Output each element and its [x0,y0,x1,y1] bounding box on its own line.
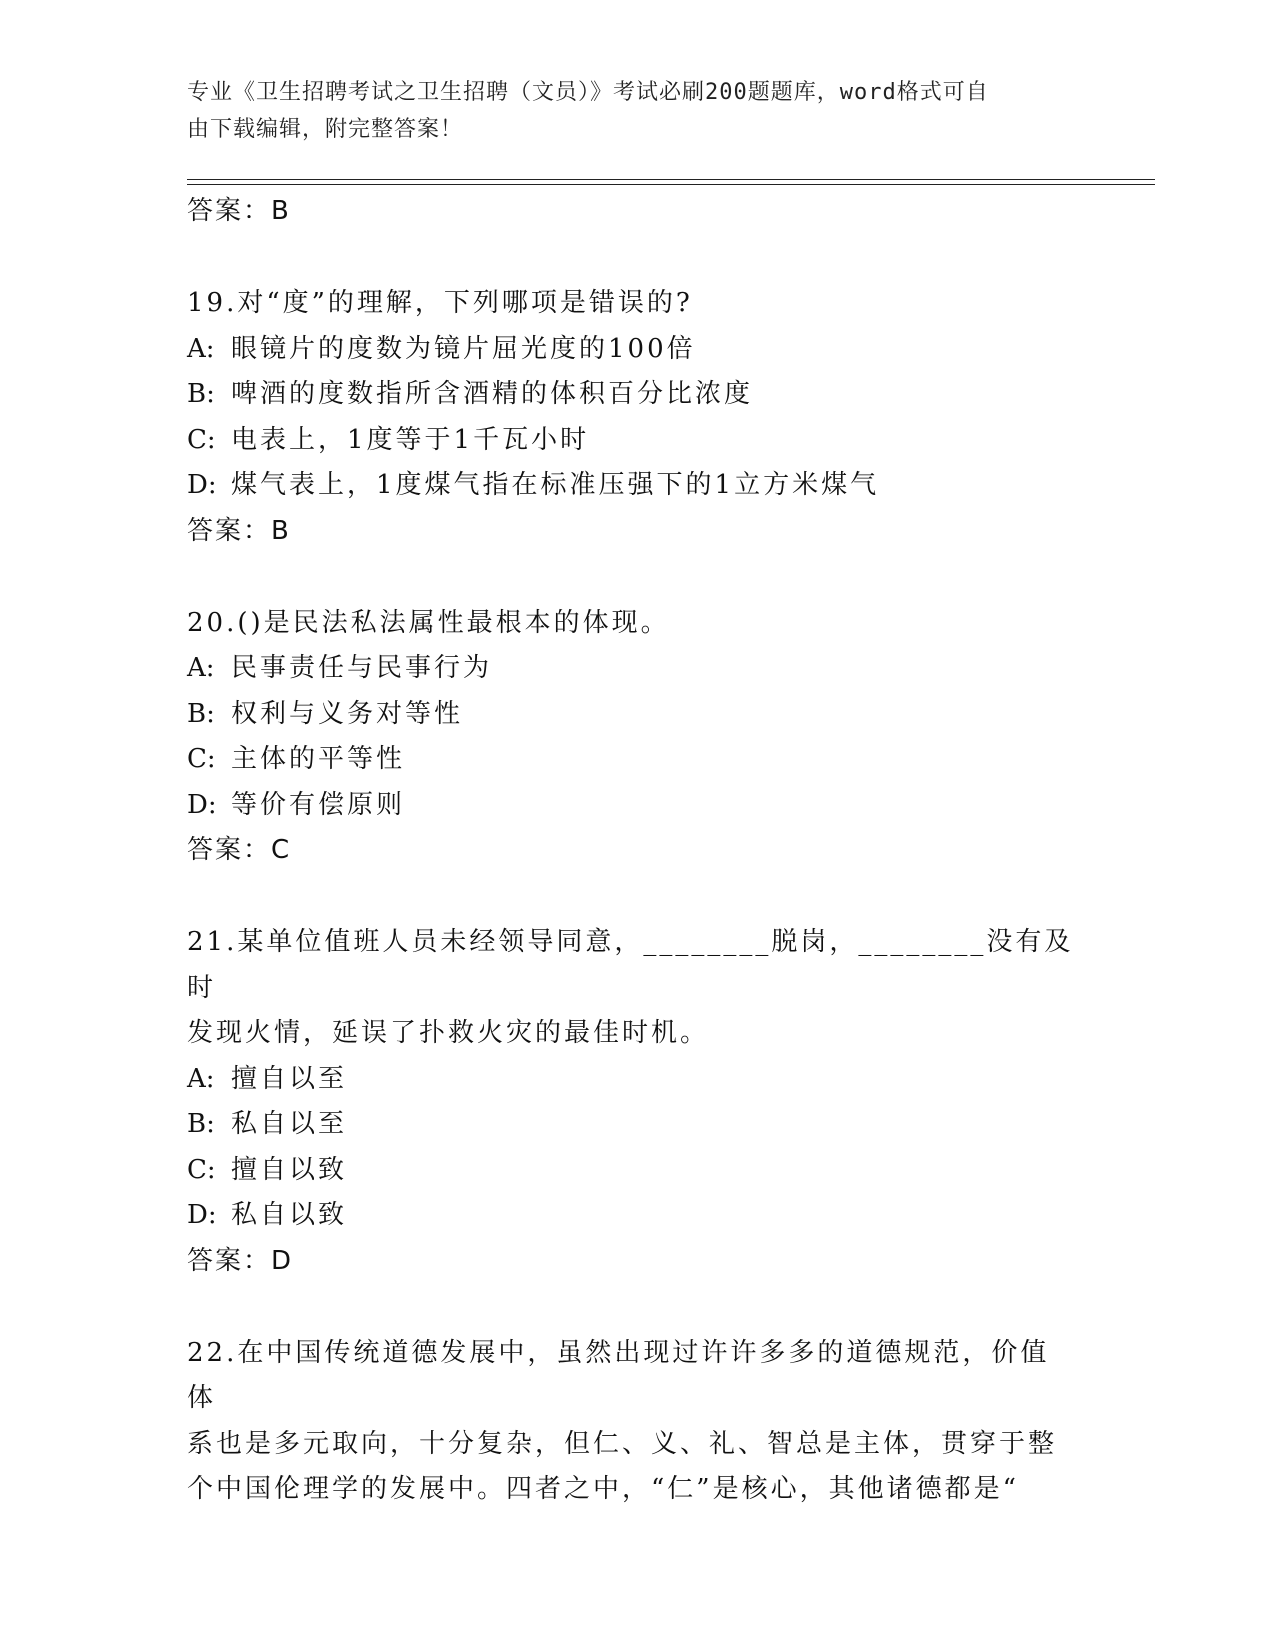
question-text-line: 21.某单位值班人员未经领导同意，________脱岗，________没有及时 [187,927,1074,1003]
option-d [187,783,1077,829]
option-letter: D: [187,1200,217,1230]
question-text-line: 22.在中国传统道德发展中，虽然出现过许许多多的道德规范，价值体 [187,1337,1050,1413]
option-text: 擅自以至 [231,1063,348,1094]
question-answer: 答案：C [187,835,292,865]
document-header [187,74,1067,148]
option-letter: A: [187,653,215,683]
question-block [187,281,1077,554]
option-text: 权利与义务对等性 [231,698,464,729]
option-c [187,737,1077,783]
option-letter: B: [187,1109,215,1139]
option-text: 电表上，1度等于1千瓦小时 [231,424,590,455]
question-list [187,189,1077,1513]
question-answer: 答案：D [187,1245,294,1276]
question-block [187,920,1077,1284]
option-c [187,1148,1077,1194]
previous-answer: 答案：B [187,196,291,226]
header-line-2: 由下载编辑，附完整答案！ [187,117,464,142]
question-text: 20.()是民法私法属性最根本的体现。 [187,607,670,638]
spacer [187,234,1077,281]
option-a [187,1057,1077,1103]
option-a [187,646,1077,692]
option-text: 擅自以致 [231,1154,348,1185]
option-text: 啤酒的度数指所含酒精的体积百分比浓度 [231,379,754,409]
option-text: 私自以致 [231,1200,348,1230]
question-block [187,601,1077,874]
option-b [187,372,1077,418]
option-c [187,418,1077,464]
option-text: 主体的平等性 [231,744,406,774]
option-letter: C: [187,1154,216,1185]
option-letter: B: [187,698,215,729]
option-a [187,327,1077,373]
option-b [187,1102,1077,1148]
header-line-1: 专业《卫生招聘考试之卫生招聘（文员）》考试必刷200题题库，word格式可自 [187,80,989,105]
option-letter: D: [187,470,217,500]
spacer [187,1284,1077,1331]
option-b [187,692,1077,738]
option-letter: C: [187,424,216,455]
option-text: 私自以至 [231,1109,348,1139]
question-text: 19.对“度”的理解，下列哪项是错误的? [187,288,693,318]
option-text: 眼镜片的度数为镜片屈光度的100倍 [231,333,696,364]
option-d [187,463,1077,509]
question-text-line: 系也是多元取向，十分复杂，但仁、义、礼、智总是主体，贯穿于整 [187,1428,1058,1459]
option-letter: B: [187,379,215,409]
option-text: 煤气表上，1度煤气指在标准压强下的1立方米煤气 [231,470,880,500]
option-letter: D: [187,789,217,820]
option-letter: C: [187,744,216,774]
header-divider-bottom [187,184,1155,185]
option-d [187,1193,1077,1239]
question-text-line: 个中国伦理学的发展中。四者之中，“仁”是核心，其他诸德都是“ [187,1474,1019,1504]
question-text-line: 发现火情，延误了扑救火灾的最佳时机。 [187,1018,710,1048]
option-letter: A: [187,1063,215,1094]
header-divider-top [187,179,1155,180]
spacer [187,873,1077,920]
option-letter: A: [187,333,215,364]
spacer [187,554,1077,601]
question-block [187,1331,1077,1513]
option-text: 民事责任与民事行为 [231,653,493,683]
question-answer: 答案：B [187,515,291,546]
option-text: 等价有偿原则 [231,789,406,820]
